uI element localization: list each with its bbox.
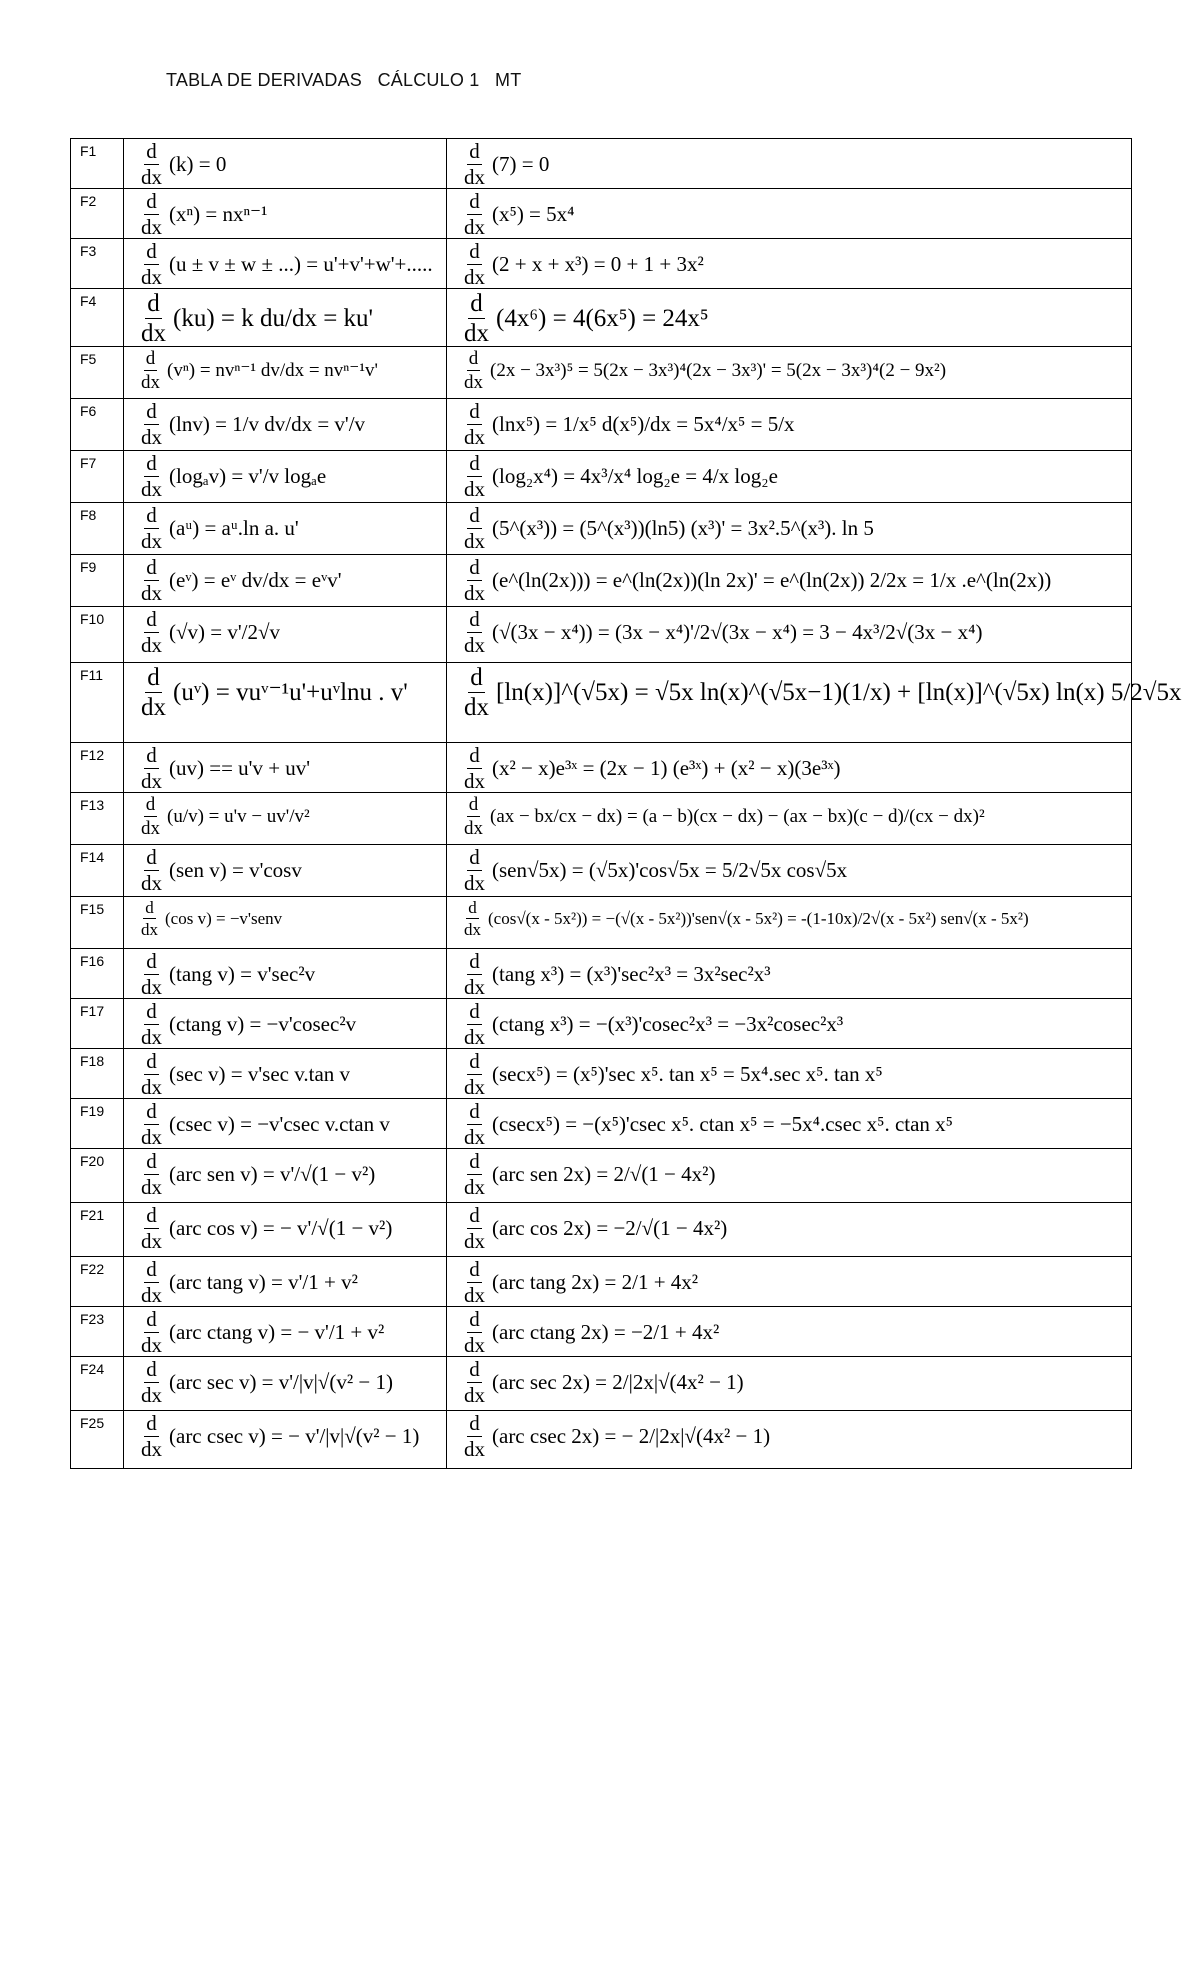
example-text: (2x − 3x³)⁵ = 5(2x − 3x³)⁴(2x − 3x³)' = 5(2x − 3x³)⁴(2 − 9x²) [490,360,947,381]
general-rule-text: (k) = 0 [169,152,227,176]
example-text: (5^(x³)) = (5^(x³))(ln5) (x³)' = 3x².5^(x³). ln 5 [492,516,874,540]
derivative-operator: $\frac{d}{dx}$ [141,1411,162,1461]
formula-label: F15 [71,897,124,949]
general-rule-formula [136,1359,393,1406]
derivative-operator: $\frac{d}{dx}$ [464,845,485,895]
example-text: (arc tang 2x) = 2/1 + 4x² [492,1270,699,1294]
example-cell [447,1257,1132,1307]
example-formula [459,505,874,552]
formula-label: F21 [71,1203,124,1257]
example-text: (lnx⁵) = 1/x⁵ d(x⁵)/dx = 5x⁴/x⁵ = 5/x [492,412,795,436]
example-formula [459,1359,744,1406]
example-cell [447,289,1132,347]
derivatives-table-body [71,139,1182,1469]
table-row [71,503,1132,555]
general-rule-cell [124,1203,447,1257]
derivative-operator: $\frac{d}{dx}$ [464,503,485,553]
example-text: (7) = 0 [492,152,550,176]
general-rule-cell [124,999,447,1049]
formula-label: F2 [71,189,124,239]
general-rule-text: (u ± v ± w ± ...) = u'+v'+w'+..... [169,252,433,276]
formula-label: F24 [71,1357,124,1411]
table-row [71,1049,1132,1099]
general-rule-text: (arc tang v) = v'/1 + v² [169,1270,358,1294]
general-rule-text: (vⁿ) = nvⁿ⁻¹ dv/dx = nvⁿ⁻¹v' [167,360,378,381]
general-rule-text: (cos v) = −v'senv [165,909,283,928]
general-rule-formula [136,1205,392,1252]
example-cell [447,663,1182,743]
derivative-operator: $\frac{d}{dx}$ [464,239,485,289]
example-cell [447,949,1132,999]
general-rule-text: (ku) = k du/dx = ku' [173,305,374,332]
derivative-operator: $\frac{d}{dx}$ [141,999,162,1049]
general-rule-text: (arc csec v) = − v'/|v|√(v² − 1) [169,1424,420,1448]
table-row [71,399,1132,451]
general-rule-cell [124,1257,447,1307]
example-text: (ctang x³) = −(x³)'cosec²x³ = −3x²cosec²x³ [492,1012,844,1036]
general-rule-formula [136,1001,356,1048]
table-row [71,1099,1132,1149]
general-rule-formula [136,505,299,552]
example-formula [459,1001,843,1048]
example-cell [447,451,1132,503]
derivative-operator: $\frac{d}{dx}$ [141,503,162,553]
table-row [71,743,1132,793]
formula-label: F6 [71,399,124,451]
derivative-operator: $\frac{d}{dx}$ [141,1307,162,1357]
derivative-operator: $\frac{d}{dx}$ [141,607,162,657]
general-rule-cell [124,793,447,845]
general-rule-cell [124,555,447,607]
example-formula [459,665,1182,720]
general-rule-cell [124,189,447,239]
derivative-operator: $\frac{d}{dx}$ [464,1357,485,1407]
formula-label: F4 [71,289,124,347]
general-rule-formula [136,141,226,188]
derivative-operator: $\frac{d}{dx}$ [141,949,162,999]
derivative-operator: $\frac{d}{dx}$ [141,555,162,605]
example-text: (arc csec 2x) = − 2/|2x|√(4x² − 1) [492,1424,771,1448]
general-rule-cell [124,451,447,503]
general-rule-text: (logₐv) = v'/v logₐe [169,464,327,488]
example-text: (log₂x⁴) = 4x³/x⁴ log₂e = 4/x log₂e [492,464,778,488]
derivative-operator: $\frac{d}{dx}$ [464,1307,485,1357]
general-rule-formula [136,241,433,288]
derivative-operator: $\frac{d}{dx}$ [464,999,485,1049]
table-row [71,1149,1132,1203]
table-row [71,1257,1132,1307]
derivative-operator: $\frac{d}{dx}$ [141,1257,162,1307]
example-formula [459,847,847,894]
general-rule-text: (eᵛ) = eᵛ dv/dx = eᵛv' [169,568,342,592]
general-rule-formula [136,1259,358,1306]
example-formula [459,951,771,998]
table-row [71,999,1132,1049]
table-row [71,663,1132,743]
example-formula [459,1205,727,1252]
general-rule-text: (u/v) = u'v − uv'/v² [167,806,310,827]
derivative-operator: $\frac{d}{dx}$ [464,399,485,449]
document-title: TABLA DE DERIVADAS CÁLCULO 1 MT [166,70,522,90]
example-text: (secx⁵) = (x⁵)'sec x⁵. tan x⁵ = 5x⁴.sec x⁵. tan x⁵ [492,1062,883,1086]
general-rule-cell [124,845,447,897]
general-rule-text: (arc sec v) = v'/|v|√(v² − 1) [169,1370,393,1394]
general-rule-text: (uv) == u'v + uv' [169,756,311,780]
example-formula [459,291,709,346]
general-rule-text: (√v) = v'/2√v [169,620,280,644]
derivative-operator: $\frac{d}{dx}$ [464,189,485,239]
derivative-operator: $\frac{d}{dx}$ [464,451,485,501]
derivative-operator: $\frac{d}{dx}$ [464,139,485,189]
example-formula [459,899,1029,938]
general-rule-cell [124,1049,447,1099]
general-rule-cell [124,139,447,189]
formula-label: F5 [71,347,124,399]
derivative-operator: $\frac{d}{dx}$ [141,399,162,449]
example-text: [ln(x)]^(√5x) = √5x ln(x)^(√5x−1)(1/x) + [ln(x)]^(√5x) ln(x) 5/2√5x [496,679,1182,706]
derivatives-table-container [70,138,1182,1469]
general-rule-formula [136,1101,390,1148]
formula-label: F19 [71,1099,124,1149]
example-cell [447,139,1132,189]
formula-label: F13 [71,793,124,845]
example-cell [447,897,1132,949]
example-text: (√(3x − x⁴)) = (3x − x⁴)'/2√(3x − x⁴) = 3 − 4x³/2√(3x − x⁴) [492,620,983,644]
derivative-operator: $\frac{d}{dx}$ [464,794,483,839]
example-formula [459,191,574,238]
general-rule-text: (arc cos v) = − v'/√(1 − v²) [169,1216,393,1240]
general-rule-cell [124,289,447,347]
example-formula [459,141,549,188]
derivative-operator: $\frac{d}{dx}$ [464,1203,485,1253]
example-text: (sen√5x) = (√5x)'cos√5x = 5/2√5x cos√5x [492,858,848,882]
general-rule-formula [136,401,365,448]
derivative-operator: $\frac{d}{dx}$ [141,664,166,721]
general-rule-cell [124,949,447,999]
example-text: (4x⁶) = 4(6x⁵) = 24x⁵ [496,305,709,332]
general-rule-cell [124,607,447,663]
example-cell [447,1357,1132,1411]
general-rule-formula [136,951,315,998]
example-text: (arc ctang 2x) = −2/1 + 4x² [492,1320,720,1344]
derivative-operator: $\frac{d}{dx}$ [464,555,485,605]
example-formula [459,609,982,656]
derivative-operator: $\frac{d}{dx}$ [141,743,162,793]
general-rule-text: (aᵘ) = aᵘ.ln a. u' [169,516,299,540]
general-rule-cell [124,1357,447,1411]
derivative-operator: $\frac{d}{dx}$ [141,1099,162,1149]
general-rule-formula [136,349,378,392]
example-cell [447,555,1132,607]
derivative-operator: $\frac{d}{dx}$ [464,1149,485,1199]
example-text: (arc sec 2x) = 2/|2x|√(4x² − 1) [492,1370,744,1394]
example-cell [447,743,1132,793]
formula-label: F25 [71,1411,124,1469]
example-cell [447,1411,1132,1469]
general-rule-cell [124,399,447,451]
example-cell [447,1149,1132,1203]
example-cell [447,1203,1132,1257]
derivative-operator: $\frac{d}{dx}$ [464,1049,485,1099]
derivative-operator: $\frac{d}{dx}$ [464,348,483,393]
example-cell [447,793,1132,845]
example-formula [459,1309,719,1356]
example-formula [459,1151,715,1198]
example-formula [459,401,795,448]
general-rule-formula [136,609,280,656]
derivative-operator: $\frac{d}{dx}$ [464,949,485,999]
example-formula [459,1259,698,1306]
derivative-operator: $\frac{d}{dx}$ [141,1203,162,1253]
general-rule-cell [124,663,447,743]
table-row [71,949,1132,999]
table-row [71,897,1132,949]
formula-label: F17 [71,999,124,1049]
formula-label: F12 [71,743,124,793]
formula-label: F20 [71,1149,124,1203]
table-row [71,845,1132,897]
table-row [71,451,1132,503]
example-cell [447,189,1132,239]
example-formula [459,745,841,792]
general-rule-cell [124,1411,447,1469]
general-rule-formula [136,1051,350,1098]
table-row [71,239,1132,289]
general-rule-formula [136,1309,384,1356]
formula-label: F18 [71,1049,124,1099]
general-rule-cell [124,503,447,555]
general-rule-formula [136,191,267,238]
general-rule-formula [136,1413,419,1460]
formula-label: F22 [71,1257,124,1307]
general-rule-text: (sec v) = v'sec v.tan v [169,1062,351,1086]
table-row [71,347,1132,399]
example-formula [459,1413,770,1460]
example-cell [447,399,1132,451]
example-cell [447,347,1132,399]
example-cell [447,845,1132,897]
derivative-operator: $\frac{d}{dx}$ [464,1411,485,1461]
derivative-operator: $\frac{d}{dx}$ [141,794,160,839]
formula-label: F14 [71,845,124,897]
formula-label: F3 [71,239,124,289]
table-row [71,289,1132,347]
example-text: (e^(ln(2x))) = e^(ln(2x))(ln 2x)' = e^(ln(2x)) 2/2x = 1/x .e^(ln(2x)) [492,568,1052,592]
general-rule-text: (lnv) = 1/v dv/dx = v'/v [169,412,366,436]
table-row [71,1307,1132,1357]
derivative-operator: $\frac{d}{dx}$ [141,1149,162,1199]
example-formula [459,241,704,288]
example-formula [459,1101,953,1148]
derivative-operator: $\frac{d}{dx}$ [464,1099,485,1149]
general-rule-cell [124,897,447,949]
general-rule-formula [136,557,342,604]
derivative-operator: $\frac{d}{dx}$ [464,1257,485,1307]
example-text: (csecx⁵) = −(x⁵)'csec x⁵. ctan x⁵ = −5x⁴.csec x⁵. ctan x⁵ [492,1112,953,1136]
derivative-operator: $\frac{d}{dx}$ [141,348,160,393]
formula-label: F7 [71,451,124,503]
example-cell [447,1099,1132,1149]
general-rule-text: (uᵛ) = vuᵛ⁻¹u'+uᵛlnu . v' [173,679,408,706]
general-rule-formula [136,899,282,938]
derivative-operator: $\frac{d}{dx}$ [141,239,162,289]
general-rule-cell [124,1099,447,1149]
general-rule-formula [136,795,310,838]
table-row [71,793,1132,845]
table-row [71,607,1132,663]
general-rule-text: (csec v) = −v'csec v.ctan v [169,1112,390,1136]
derivative-operator: $\frac{d}{dx}$ [141,1049,162,1099]
example-text: (x² − x)e³ˣ = (2x − 1) (e³ˣ) + (x² − x)(3e³ˣ) [492,756,841,780]
derivative-operator: $\frac{d}{dx}$ [464,743,485,793]
example-text: (arc sen 2x) = 2/√(1 − 4x²) [492,1162,716,1186]
derivative-operator: $\frac{d}{dx}$ [141,451,162,501]
derivative-operator: $\frac{d}{dx}$ [141,898,158,939]
example-cell [447,239,1132,289]
example-formula [459,795,985,838]
general-rule-formula [136,453,326,500]
derivative-operator: $\frac{d}{dx}$ [464,607,485,657]
formula-label: F9 [71,555,124,607]
general-rule-formula [136,665,408,720]
derivative-operator: $\frac{d}{dx}$ [141,845,162,895]
general-rule-text: (sen v) = v'cosv [169,858,302,882]
formula-label: F1 [71,139,124,189]
formula-label: F8 [71,503,124,555]
example-cell [447,1307,1132,1357]
formula-label: F16 [71,949,124,999]
table-row [71,189,1132,239]
table-row [71,1411,1132,1469]
example-cell [447,1049,1132,1099]
general-rule-cell [124,1307,447,1357]
formula-label: F23 [71,1307,124,1357]
table-row [71,555,1132,607]
general-rule-text: (tang v) = v'sec²v [169,962,316,986]
general-rule-cell [124,239,447,289]
table-row [71,139,1132,189]
derivative-operator: $\frac{d}{dx}$ [141,139,162,189]
example-cell [447,607,1132,663]
derivative-operator: $\frac{d}{dx}$ [141,1357,162,1407]
general-rule-formula [136,1151,375,1198]
example-cell [447,503,1132,555]
derivatives-table [70,138,1182,1469]
formula-label: F10 [71,607,124,663]
general-rule-cell [124,1149,447,1203]
derivative-operator: $\frac{d}{dx}$ [464,664,489,721]
general-rule-formula [136,847,302,894]
derivative-operator: $\frac{d}{dx}$ [464,290,489,347]
example-formula [459,557,1051,604]
example-text: (x⁵) = 5x⁴ [492,202,575,226]
table-row [71,1357,1132,1411]
example-text: (cos√(x - 5x²)) = −(√(x - 5x²))'sen√(x - 5x²) = -(1-10x)/2√(x - 5x²) sen√(x - 5x²) [488,909,1029,928]
general-rule-cell [124,743,447,793]
example-text: (arc cos 2x) = −2/√(1 − 4x²) [492,1216,728,1240]
example-formula [459,349,946,392]
general-rule-text: (arc ctang v) = − v'/1 + v² [169,1320,385,1344]
example-formula [459,453,778,500]
general-rule-text: (arc sen v) = v'/√(1 − v²) [169,1162,376,1186]
general-rule-cell [124,347,447,399]
general-rule-formula [136,291,373,346]
example-text: (ax − bx/cx − dx) = (a − b)(cx − dx) − (ax − bx)(c − d)/(cx − dx)² [490,806,985,827]
general-rule-text: (xⁿ) = nxⁿ⁻¹ [169,202,268,226]
general-rule-formula [136,745,310,792]
general-rule-text: (ctang v) = −v'cosec²v [169,1012,357,1036]
derivative-operator: $\frac{d}{dx}$ [464,898,481,939]
example-text: (2 + x + x³) = 0 + 1 + 3x² [492,252,704,276]
derivative-operator: $\frac{d}{dx}$ [141,189,162,239]
table-row [71,1203,1132,1257]
example-text: (tang x³) = (x³)'sec²x³ = 3x²sec²x³ [492,962,771,986]
example-cell [447,999,1132,1049]
example-formula [459,1051,883,1098]
derivative-operator: $\frac{d}{dx}$ [141,290,166,347]
formula-label: F11 [71,663,124,743]
